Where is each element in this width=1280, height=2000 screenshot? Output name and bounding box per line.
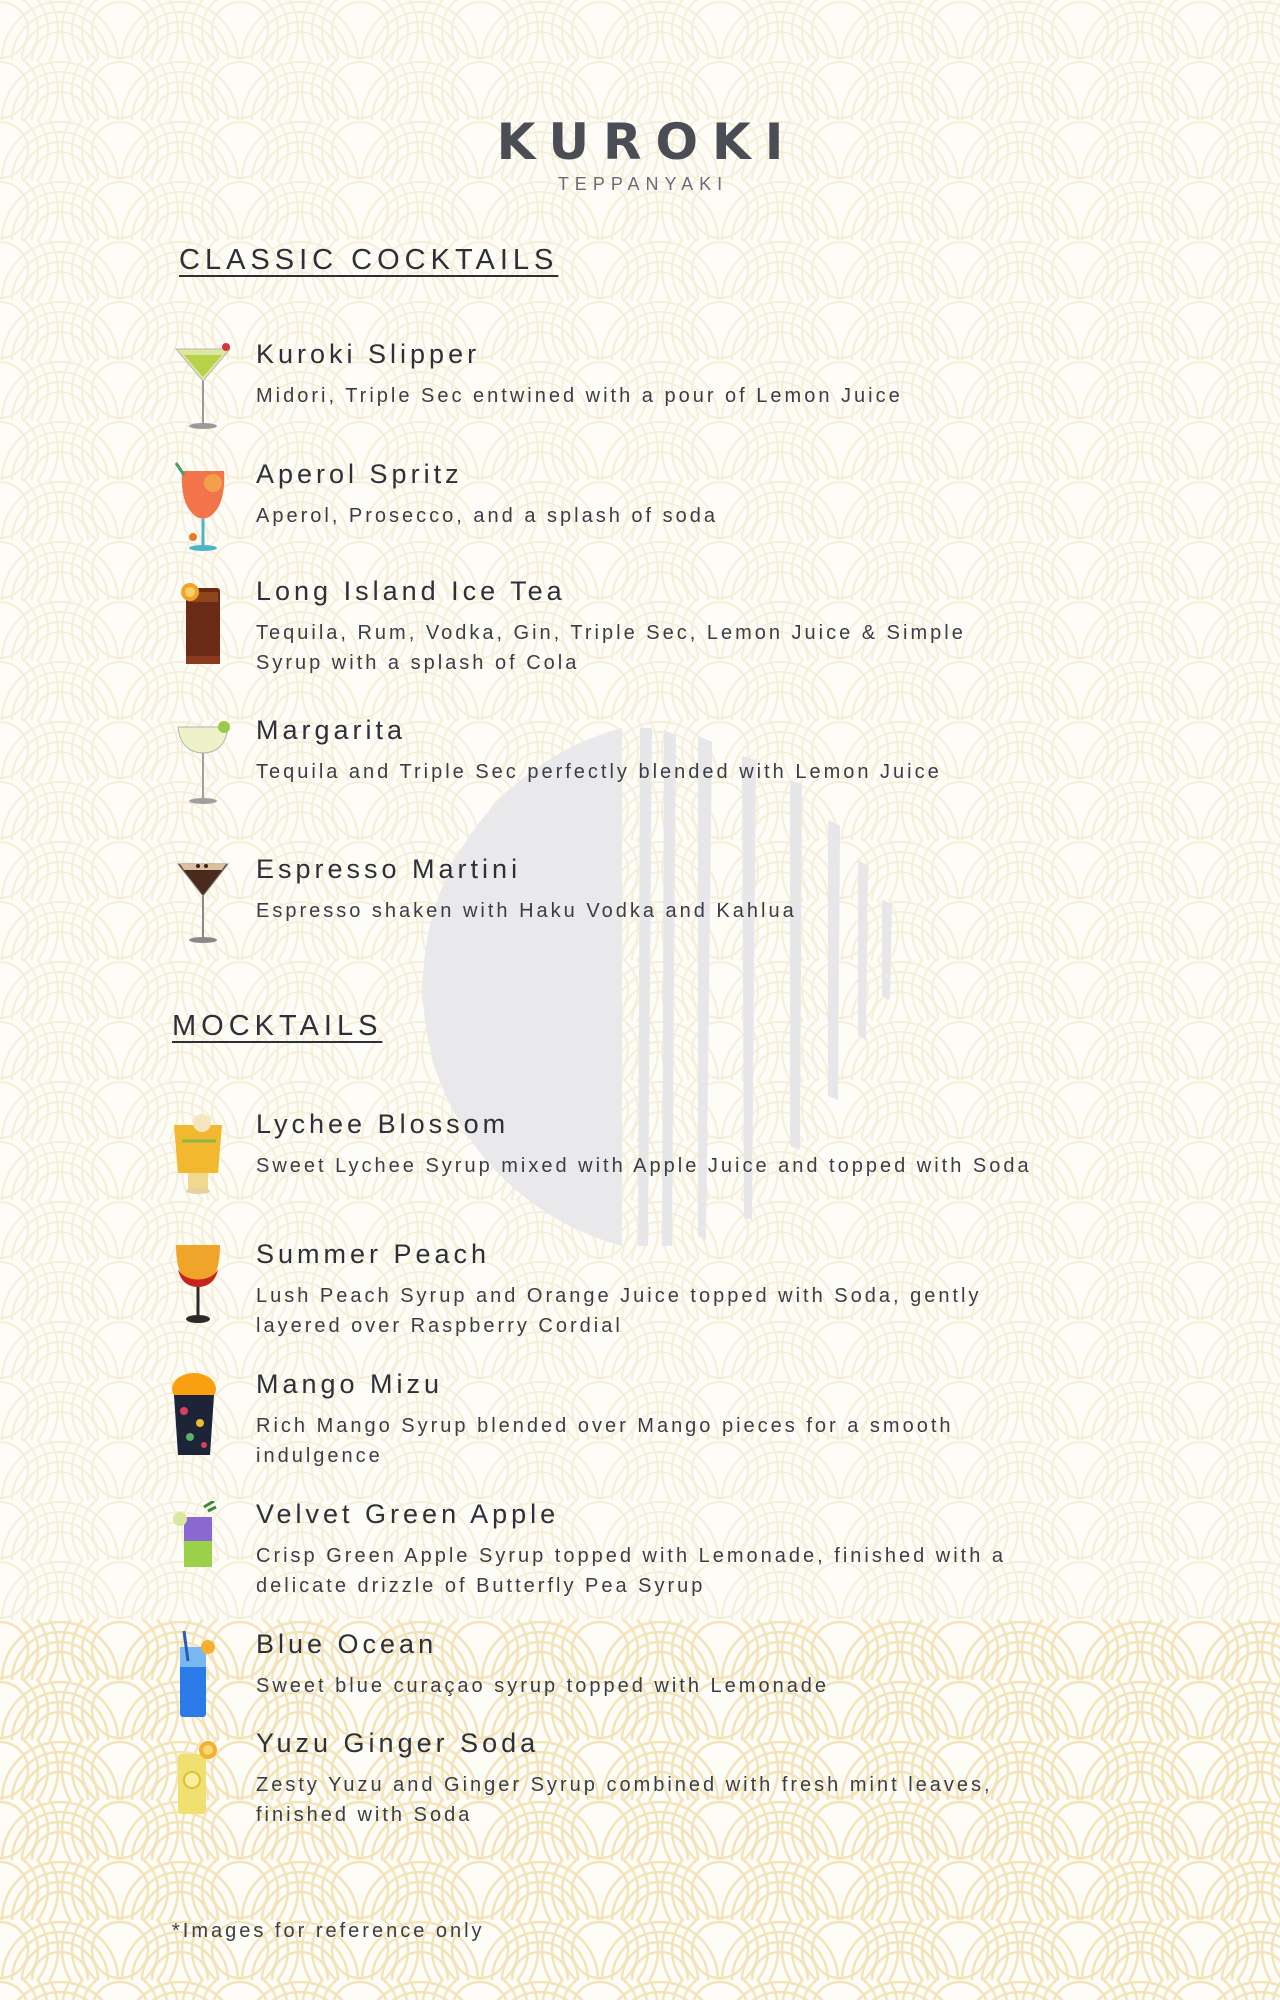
yuzu-highball-icon	[168, 1730, 238, 1825]
margarita-glass-icon	[168, 717, 238, 812]
item-name: Kuroki Slipper	[256, 339, 481, 369]
item-description: Tequila, Rum, Vodka, Gin, Triple Sec, Lemon Juice & Simple Syrup with a splash of Cola	[256, 622, 966, 674]
brand-name: KUROKI	[496, 113, 798, 171]
item-description: Aperol, Prosecco, and a splash of soda	[256, 505, 718, 527]
item-description: Tequila and Triple Sec perfectly blended with Lemon Juice	[256, 761, 942, 783]
menu-item	[168, 461, 1068, 571]
item-description: Espresso shaken with Haku Vodka and Kahlua	[256, 900, 797, 922]
item-name: Aperol Spritz	[256, 459, 463, 489]
menu-item	[168, 1241, 1068, 1351]
blue-highball-icon	[168, 1631, 238, 1726]
item-description: Sweet Lychee Syrup mixed with Apple Juice and topped with Soda	[256, 1155, 1032, 1177]
menu-item	[168, 1631, 1068, 1741]
mango-cup-icon	[168, 1371, 238, 1466]
menu-item	[168, 1501, 1068, 1611]
logo	[0, 112, 1280, 195]
item-description: Zesty Yuzu and Ginger Syrup combined with fresh mint leaves, finished with Soda	[256, 1774, 993, 1826]
martini-green-icon	[168, 341, 238, 436]
item-description: Lush Peach Syrup and Orange Juice topped with Soda, gently layered over Raspberry Cordial	[256, 1285, 982, 1337]
menu-item	[168, 341, 1068, 451]
item-name: Long Island Ice Tea	[256, 576, 566, 606]
menu-item	[168, 578, 1068, 688]
item-description: Midori, Triple Sec entwined with a pour of Lemon Juice	[256, 385, 903, 407]
item-name: Blue Ocean	[256, 1629, 438, 1659]
item-description: Crisp Green Apple Syrup topped with Lemonade, finished with a delicate drizzle of Butterfly Pea Syrup	[256, 1545, 1007, 1597]
menu-item	[168, 1730, 1068, 1840]
brand-subtitle: TEPPANYAKI	[557, 174, 729, 194]
lychee-glass-icon	[168, 1111, 238, 1206]
menu-item	[168, 856, 1068, 966]
item-name: Margarita	[256, 715, 407, 745]
menu-item	[168, 717, 1068, 827]
item-description: Sweet blue curaçao syrup topped with Lemonade	[256, 1675, 830, 1697]
highball-cola-icon	[168, 578, 238, 673]
menu-item	[168, 1371, 1068, 1481]
item-name: Espresso Martini	[256, 854, 522, 884]
item-name: Velvet Green Apple	[256, 1499, 560, 1529]
section-title-classic-cocktails: CLASSIC COCKTAILS	[179, 244, 559, 276]
item-name: Mango Mizu	[256, 1369, 444, 1399]
section-title-mocktails: MOCKTAILS	[172, 1010, 383, 1042]
spritz-glass-icon	[168, 461, 238, 556]
footnote: *Images for reference only	[172, 1920, 485, 1942]
peach-goblet-icon	[168, 1241, 238, 1336]
item-description: Rich Mango Syrup blended over Mango pieces for a smooth indulgence	[256, 1415, 954, 1467]
green-apple-glass-icon	[168, 1501, 238, 1596]
item-name: Lychee Blossom	[256, 1109, 510, 1139]
item-name: Yuzu Ginger Soda	[256, 1728, 540, 1758]
espresso-martini-icon	[168, 856, 238, 951]
menu-item	[168, 1111, 1068, 1221]
item-name: Summer Peach	[256, 1239, 491, 1269]
